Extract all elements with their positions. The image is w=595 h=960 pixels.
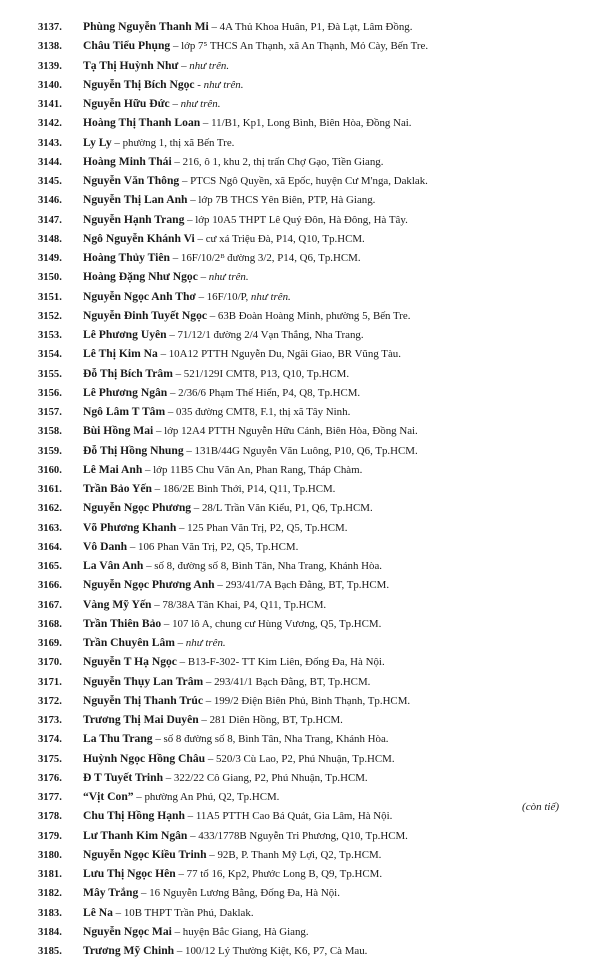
entry-detail: – 293/41/1 Bạch Đằng, BT, Tp.HCM. xyxy=(203,675,371,688)
entry-number: 3182. xyxy=(38,888,62,900)
entry-detail: – xyxy=(174,637,186,649)
list-item xyxy=(38,575,578,594)
entry-name: Đ T Tuyết Trinh xyxy=(83,770,164,784)
entry-name: Bùi Hồng Mai xyxy=(83,424,154,438)
entry-number: 3159. xyxy=(38,445,62,457)
entry-detail: – 16F/10/P, xyxy=(195,290,251,303)
entry-note: như trên. xyxy=(189,59,230,72)
entry-detail: – B13-F-302- TT Kim Liên, Đống Đa, Hà Nội. xyxy=(176,656,385,669)
entry-number: 3168. xyxy=(38,618,62,630)
list-item xyxy=(38,306,578,325)
entry-number: 3151. xyxy=(38,291,62,303)
entry-number: 3154. xyxy=(38,349,62,361)
entry-number: 3156. xyxy=(38,387,62,399)
entry-detail: – cư xá Triệu Đà, P14, Q10, Tp.HCM. xyxy=(194,232,365,245)
list-item xyxy=(38,267,578,286)
entry-name: Nguyễn Đinh Tuyết Ngọc xyxy=(83,308,208,322)
entry-number: 3179. xyxy=(38,830,62,842)
entry-detail: – 125 Phan Văn Trị, P2, Q5, Tp.HCM. xyxy=(176,521,348,534)
entry-detail: – 92B, P. Thanh Mỹ Lợi, Q2, Tp.HCM. xyxy=(206,848,382,861)
entry-number: 3145. xyxy=(38,176,62,187)
list-item xyxy=(38,498,578,517)
entry-name: Nguyễn Ngọc Mai xyxy=(83,924,172,938)
entry-name: Ngô Nguyễn Khánh Vi xyxy=(83,231,195,245)
list-item xyxy=(38,691,578,710)
list-item xyxy=(38,402,578,421)
list-item xyxy=(38,190,578,209)
entry-name: Trần Chuyên Lâm xyxy=(83,636,175,649)
entry-number: 3165. xyxy=(38,561,62,572)
entry-number: 3158. xyxy=(38,426,62,438)
entry-number: 3171. xyxy=(38,676,62,688)
list-item xyxy=(38,248,578,267)
entry-number: 3152. xyxy=(38,310,62,322)
list-item xyxy=(38,421,578,440)
list-item xyxy=(38,537,578,556)
entry-number: 3183. xyxy=(38,907,62,919)
entry-detail: – 11A5 PTTH Cao Bá Quát, Gia Lâm, Hà Nội. xyxy=(184,810,393,823)
entry-name: Nguyễn Thị Bích Ngọc xyxy=(83,77,195,91)
list-item xyxy=(38,864,578,883)
entry-detail: – 100/12 Lý Thường Kiệt, K6, P7, Cà Mau. xyxy=(174,945,368,957)
entry-name: Vàng Mỹ Yến xyxy=(83,597,152,611)
entry-detail: – 4A Thủ Khoa Huân, P1, Đà Lạt, Lâm Đồng. xyxy=(208,21,413,33)
entry-number: 3139. xyxy=(38,60,62,72)
entry-name: Nguyễn Hạnh Trang xyxy=(83,212,185,226)
list-item xyxy=(38,729,578,748)
entry-number: 3138. xyxy=(38,41,62,53)
entry-number: 3185. xyxy=(38,946,62,957)
entry-number: 3163. xyxy=(38,522,62,534)
entry-number: 3147. xyxy=(38,214,62,226)
list-item xyxy=(38,672,578,691)
entry-number: 3142. xyxy=(38,118,62,130)
list-item xyxy=(38,768,578,787)
entry-detail: – phường An Phú, Q2, Tp.HCM. xyxy=(133,791,280,803)
entry-detail: – lớp 12A4 PTTH Nguyễn Hữu Cảnh, Biên Hòa, Đồng Nai. xyxy=(153,425,418,438)
entry-detail: – 216, ô 1, khu 2, thị trấn Chợ Gạo, Tiền Giang. xyxy=(171,155,384,168)
list-item xyxy=(38,113,578,132)
list-item xyxy=(38,749,578,768)
entry-detail: – 186/2E Bình Thới, P14, Q11, Tp.HCM. xyxy=(151,483,336,495)
entry-name: “Vịt Con” xyxy=(83,790,134,803)
entry-number: 3146. xyxy=(38,195,62,207)
list-item xyxy=(38,36,578,55)
entry-detail: – 11/B1, Kp1, Long Bình, Biên Hòa, Đồng Nai. xyxy=(200,117,412,130)
entry-name: Nguyễn Ngọc Phương xyxy=(83,501,192,515)
entry-number: 3169. xyxy=(38,638,62,649)
entry-detail: – lớp 10A5 THPT Lê Quý Đôn, Hà Đông, Hà Tây. xyxy=(184,213,408,226)
entry-name: La Vân Anh xyxy=(83,559,144,572)
entry-detail: – lớp 11B5 Chu Văn An, Phan Rang, Tháp Chàm. xyxy=(142,463,363,476)
entry-name: Mây Trắng xyxy=(83,886,139,900)
entry-detail: – xyxy=(197,271,209,284)
entry-detail: – 28/L Trần Văn Kiểu, P1, Q6, Tp.HCM. xyxy=(191,502,373,515)
list-item xyxy=(38,845,578,864)
entry-number: 3174. xyxy=(38,734,62,746)
entry-detail: – 131B/44G Nguyễn Văn Luông, P10, Q6, Tp.HCM. xyxy=(183,444,418,457)
entry-name: Lê Phương Uyên xyxy=(83,328,167,341)
entry-name: Nguyễn Thụy Lan Trâm xyxy=(83,674,204,688)
entry-detail: – 16F/10/2ᴮ đường 3/2, P14, Q6, Tp.HCM. xyxy=(170,252,361,264)
entry-name: Nguyễn Thị Thanh Trúc xyxy=(83,693,203,707)
entry-name: Lê Thị Kim Na xyxy=(83,347,158,361)
list-item xyxy=(38,556,578,575)
entry-number: 3160. xyxy=(38,464,62,476)
entry-number: 3170. xyxy=(38,657,62,669)
list-item xyxy=(38,17,578,36)
list-item xyxy=(38,210,578,229)
entry-number: 3141. xyxy=(38,99,62,110)
entry-detail: – huyện Bắc Giang, Hà Giang. xyxy=(171,925,309,938)
entry-name: Nguyễn Thị Lan Anh xyxy=(83,193,188,207)
entry-detail: – 10A12 PTTH Nguyễn Du, Ngãi Giao, BR Vũng Tàu. xyxy=(157,348,401,361)
entry-name: Nguyễn Văn Thông xyxy=(83,174,180,187)
entry-name: Châu Tiểu Phụng xyxy=(83,39,171,53)
entry-number: 3155. xyxy=(38,368,62,380)
entry-name: Lê Na xyxy=(83,905,113,919)
entry-number: 3167. xyxy=(38,599,62,611)
entry-detail: – 71/12/1 đường 2/4 Vạn Thắng, Nha Trang. xyxy=(166,329,364,341)
entry-number: 3162. xyxy=(38,503,62,515)
entry-number: 3144. xyxy=(38,156,62,168)
entry-detail: – 322/22 Cô Giang, P2, Phú Nhuận, Tp.HCM. xyxy=(163,771,368,784)
entry-name: Hoàng Thị Thanh Loan xyxy=(83,116,201,130)
entry-number: 3161. xyxy=(38,484,62,495)
entry-detail: – 293/41/7A Bạch Đằng, BT, Tp.HCM. xyxy=(214,579,390,592)
entry-number: 3173. xyxy=(38,715,62,726)
entry-name: Lê Mai Anh xyxy=(83,462,143,476)
list-item xyxy=(38,364,578,383)
entry-note: như trên. xyxy=(208,271,249,284)
entry-number: 3137. xyxy=(38,22,62,33)
entry-note: như trên. xyxy=(185,637,226,649)
list-item xyxy=(38,460,578,479)
list-item xyxy=(38,941,578,960)
entry-name: Nguyễn Ngọc Phương Anh xyxy=(83,578,215,592)
entry-detail: – xyxy=(178,59,190,72)
entry-detail: – PTCS Ngô Quyền, xã Epốc, huyện Cư M'nga, Daklak. xyxy=(179,175,428,187)
list-item xyxy=(38,152,578,171)
entry-name: Ngô Lâm T Tâm xyxy=(83,405,166,418)
list-item xyxy=(38,883,578,902)
entry-number: 3149. xyxy=(38,253,62,264)
list-item xyxy=(38,229,578,248)
entry-detail: – lớp 7B THCS Yên Biên, PTP, Hà Giang. xyxy=(187,194,376,207)
list-item xyxy=(38,383,578,402)
entry-detail: – xyxy=(169,98,181,110)
entry-number: 3153. xyxy=(38,330,62,341)
continuation-note: (còn tiế) xyxy=(522,801,559,813)
entry-detail: – 10B THPT Trần Phú, Daklak. xyxy=(112,906,254,919)
entry-name: Nguyễn Hữu Đức xyxy=(83,97,170,110)
entry-detail: – 16 Nguyễn Lương Bằng, Đống Đa, Hà Nội. xyxy=(138,887,340,900)
entry-name: Trương Thị Mai Duyên xyxy=(83,713,199,726)
entry-name: Phùng Nguyễn Thanh Mi xyxy=(83,20,209,33)
entry-number: 3166. xyxy=(38,580,62,592)
entry-detail: – số 8, đường số 8, Bình Tân, Nha Trang, Khánh Hòa. xyxy=(143,560,383,572)
entry-detail: – phường 1, thị xã Bến Tre. xyxy=(111,136,235,149)
entry-number: 3181. xyxy=(38,869,62,880)
entry-note: như trên. xyxy=(203,78,244,91)
entry-detail: – 521/129I CMT8, P13, Q10, Tp.HCM. xyxy=(172,367,350,380)
entry-name: Nguyễn Ngọc Kiều Trinh xyxy=(83,847,207,861)
entry-detail: – 520/3 Cù Lao, P2, Phú Nhuận, Tp.HCM. xyxy=(205,752,395,765)
entry-name: Đỗ Thị Bích Trâm xyxy=(83,366,173,380)
list-item xyxy=(38,903,578,922)
entry-name: Lưu Thị Ngọc Hên xyxy=(83,867,176,880)
entry-name: Hoàng Thủy Tiên xyxy=(83,251,170,264)
entry-name: Trương Mỹ Chinh xyxy=(83,944,175,957)
list-item xyxy=(38,75,578,94)
entry-number: 3148. xyxy=(38,233,62,245)
entry-number: 3172. xyxy=(38,695,62,707)
entry-detail: – 107 lô A, chung cư Hùng Vương, Q5, Tp.HCM. xyxy=(161,617,382,630)
entry-name: Huỳnh Ngọc Hồng Châu xyxy=(83,751,206,765)
entry-name: Vô Danh xyxy=(83,539,128,553)
entry-detail: – 77 tổ 16, Kp2, Phước Long B, Q9, Tp.HCM. xyxy=(175,868,383,880)
entry-number: 3176. xyxy=(38,772,62,784)
entry-note: như trên. xyxy=(180,98,221,110)
entry-number: 3178. xyxy=(38,811,62,823)
list-item xyxy=(38,325,578,344)
entry-detail: – 035 đường CMT8, F.1, thị xã Tây Ninh. xyxy=(165,406,351,418)
entry-number: 3143. xyxy=(38,137,62,149)
entry-detail: – 433/1778B Nguyễn Tri Phương, Q10, Tp.HCM. xyxy=(187,829,408,842)
entry-note: như trên. xyxy=(250,290,291,303)
entry-name: Ly Ly xyxy=(83,135,112,149)
entry-name: Chu Thị Hồng Hạnh xyxy=(83,809,185,823)
list-item xyxy=(38,710,578,729)
entry-detail: – 63B Đoàn Hoàng Minh, phường 5, Bến Tre. xyxy=(207,309,411,322)
list-item xyxy=(38,518,578,537)
list-item xyxy=(38,287,578,306)
entry-detail: – số 8 đường số 8, Bình Tân, Nha Trang, Khánh Hòa. xyxy=(152,733,389,746)
entry-detail: - xyxy=(194,78,204,91)
list-item xyxy=(38,787,578,806)
entry-name: Đỗ Thị Hồng Nhung xyxy=(83,443,184,457)
entry-detail: – 78/38A Tân Khai, P4, Q11, Tp.HCM. xyxy=(151,598,327,611)
entry-number: 3140. xyxy=(38,79,62,91)
entry-list xyxy=(38,17,578,960)
list-item xyxy=(38,56,578,75)
list-item xyxy=(38,94,578,113)
entry-name: La Thu Trang xyxy=(83,732,153,746)
entry-detail: – 106 Phan Văn Trị, P2, Q5, Tp.HCM. xyxy=(127,540,299,553)
list-item xyxy=(38,595,578,614)
entry-number: 3150. xyxy=(38,272,62,284)
entry-name: Lê Phương Ngân xyxy=(83,385,168,399)
entry-number: 3180. xyxy=(38,849,62,861)
entry-number: 3157. xyxy=(38,407,62,418)
entry-name: Trần Bảo Yến xyxy=(83,482,152,495)
list-item xyxy=(38,922,578,941)
list-item xyxy=(38,652,578,671)
entry-number: 3175. xyxy=(38,753,62,765)
list-item xyxy=(38,171,578,190)
entry-name: Tạ Thị Huỳnh Như xyxy=(83,58,179,72)
entry-name: Nguyễn Ngọc Anh Thơ xyxy=(83,289,196,303)
list-item xyxy=(38,614,578,633)
entry-name: Hoàng Minh Thái xyxy=(83,154,172,168)
entry-detail: – lớp 7⁵ THCS An Thạnh, xã An Thạnh, Mỏ Cày, Bến Tre. xyxy=(170,40,429,53)
entry-number: 3177. xyxy=(38,792,62,803)
entry-detail: – 281 Diên Hồng, BT, Tp.HCM. xyxy=(198,714,343,726)
entry-number: 3184. xyxy=(38,926,62,938)
entry-detail: – 2/36/6 Phạm Thế Hiển, P4, Q8, Tp.HCM. xyxy=(167,386,361,399)
list-item xyxy=(38,633,578,652)
entry-detail: – 199/2 Điện Biên Phủ, Bình Thạnh, Tp.HCM. xyxy=(202,694,411,707)
list-item xyxy=(38,344,578,363)
entry-name: Hoàng Đặng Như Ngọc xyxy=(83,270,198,284)
entry-name: Trần Thiên Bảo xyxy=(83,616,162,630)
entry-name: Lư Thanh Kim Ngân xyxy=(83,828,188,842)
list-item xyxy=(38,479,578,498)
list-item xyxy=(38,133,578,152)
entry-number: 3164. xyxy=(38,541,62,553)
list-item xyxy=(38,806,578,825)
entry-name: Nguyễn T Hạ Ngọc xyxy=(83,655,177,669)
entry-name: Võ Phương Khanh xyxy=(83,520,177,534)
list-item xyxy=(38,441,578,460)
